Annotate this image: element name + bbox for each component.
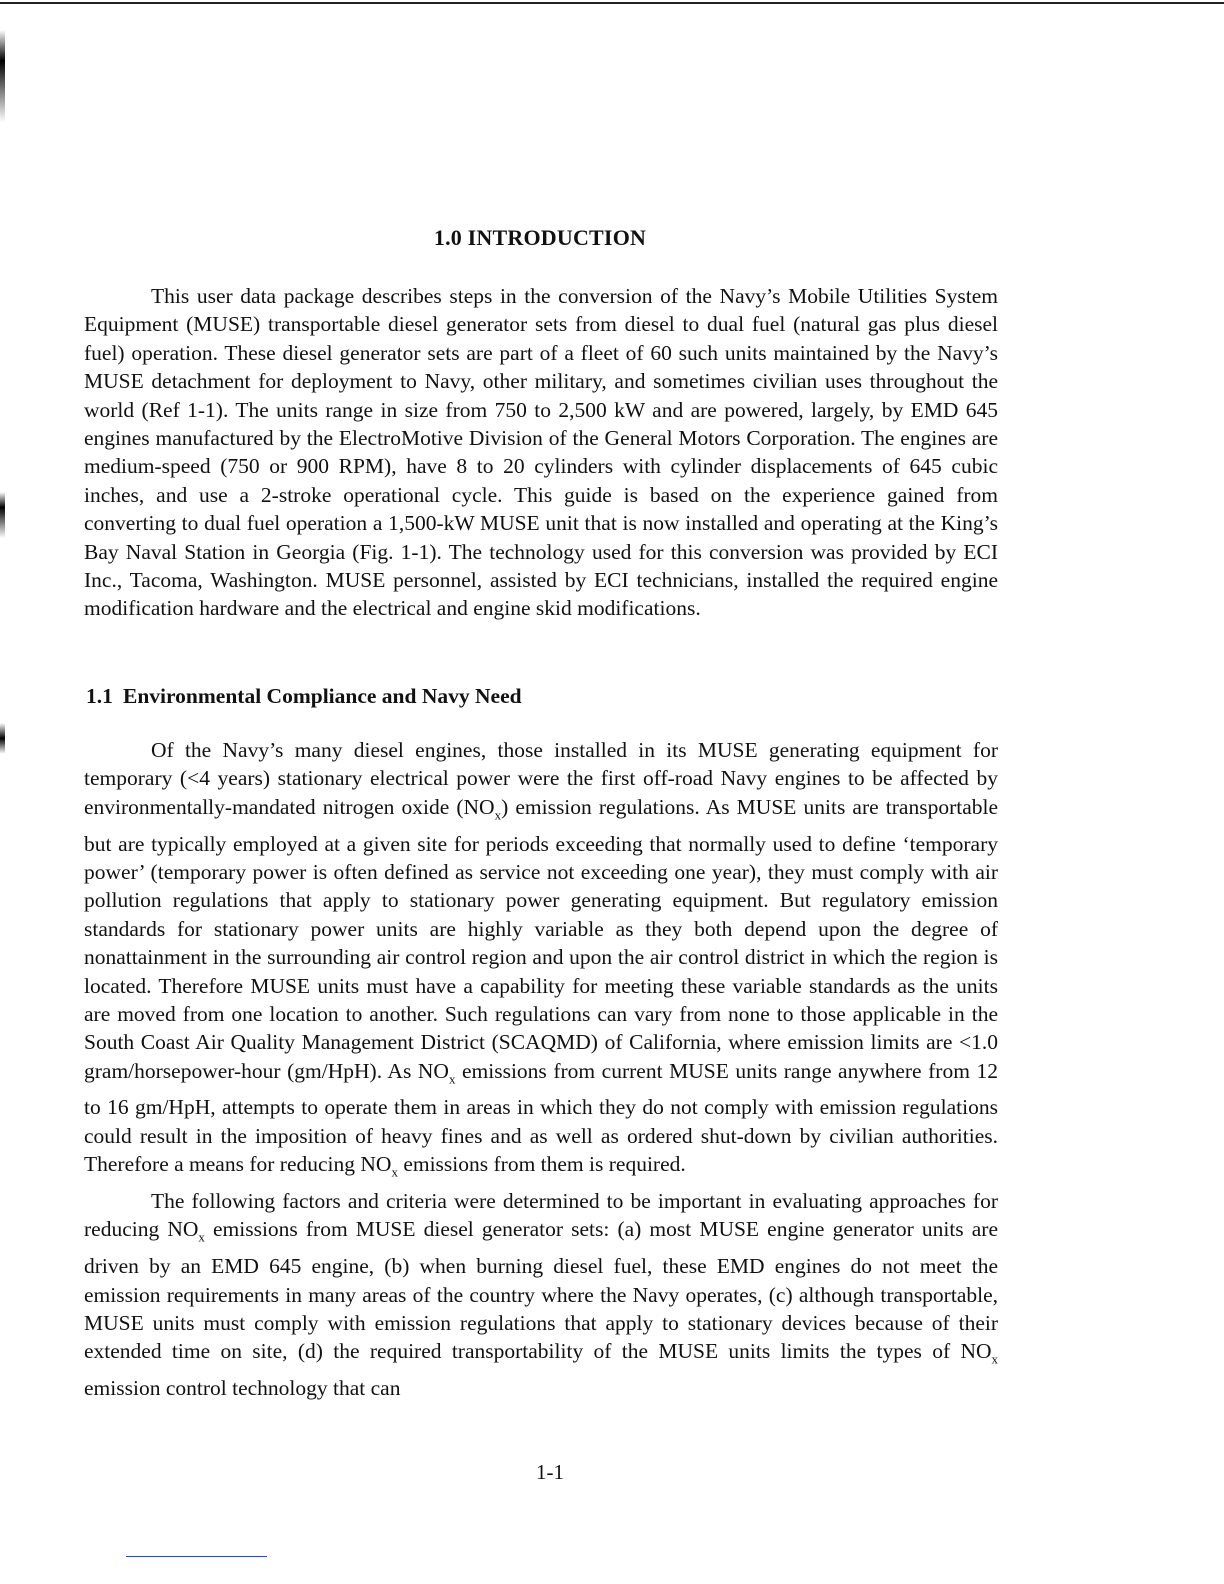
page-number: 1-1: [536, 1460, 564, 1484]
section-title: Environmental Compliance and Navy Need: [123, 684, 522, 708]
section-body: [84, 736, 998, 1402]
page-title: 1.0 INTRODUCTION: [433, 225, 647, 250]
section-heading: [86, 684, 522, 709]
footnote-rule: [126, 1556, 267, 1557]
section-paragraph-1: Of the Navy’s many diesel engines, those installed in its MUSE generating equipment for temporary (<4 years) stationary electrical power were the first off-road Navy engines to be affected by environmentally-mandated nitrogen oxide $(NO_x)$ emission regulations. As MUSE units are transportable but are typically employed at a given site for periods exceeding that normally used to define ‘temporary power’ (temporary power is often defined as service not exceeding one year), they must comply with air pollution regulations that apply to stationary power generating equipment. But regulatory emission standards for stationary power units are highly variable as they both depend upon the degree of nonattainment in the surrounding air control region and upon the air control district in which the region is located. Therefore MUSE units must have a capability for meeting these variable standards as the units are moved from one location to another. Such regulations can vary from none to those applicable in the South Coast Air Quality Management District (SCAQMD) of California, where emission limits are <1.0 gram/horsepower-hour (gm/HpH). As $NO_x$ emissions from current MUSE units range anywhere from 12 to 16 gm/HpH, attempts to operate them in areas in which they do not comply with emission regulations could result in the imposition of heavy fines and as well as ordered shut-down by civilian authorities. Therefore a means for reducing $NO_x$ emissions from them is required.: [84, 738, 999, 1180]
section-number: 1.1: [86, 684, 113, 708]
scan-edge-artifact: [0, 30, 5, 1570]
intro-section: [84, 282, 998, 623]
intro-paragraph: This user data package describes steps in the conversion of the Navy’s Mobile Utilities System Equipment (MUSE) transportable diesel generator sets from diesel to dual fuel (natural gas plus diesel fuel) operation. These diesel generator sets are part of a fleet of 60 such units maintained by the Navy’s MUSE detachment for deployment to Navy, other military, and sometimes civilian uses throughout the world (Ref 1-1). The units range in size from 750 to 2,500 kW and are powered, largely, by EMD 645 engines manufactured by the ElectroMotive Division of the General Motors Corporation. The engines are medium-speed (750 or 900 RPM), have 8 to 20 cylinders with cylinder displacements of 645 cubic inches, and use a 2-stroke operational cycle. This guide is based on the experience gained from converting to dual fuel operation a 1,500-kW MUSE unit that is now installed and operating at the King’s Bay Naval Station in Georgia (Fig. 1-1). The technology used for this conversion was provided by ECI Inc., Tacoma, Washington. MUSE personnel, assisted by ECI technicians, installed the required engine modification hardware and the electrical and engine skid modifications.: [84, 284, 998, 621]
section-paragraph-2: The following factors and criteria were determined to be important in evaluating approaches for reducing $NO_x$ emissions from MUSE diesel generator sets: (a) most MUSE engine generator units are driven by an EMD 645 engine, (b) when burning diesel fuel, these EMD engines do not meet the emission requirements in many areas of the country where the Navy operates, (c) although transportable, MUSE units must comply with emission regulations that apply to stationary devices because of their extended time on site, (d) the required transportability of the MUSE units limits the types of $NO_x$ emission control technology that can: [84, 1188, 998, 1401]
top-border-line: [0, 2, 1224, 4]
